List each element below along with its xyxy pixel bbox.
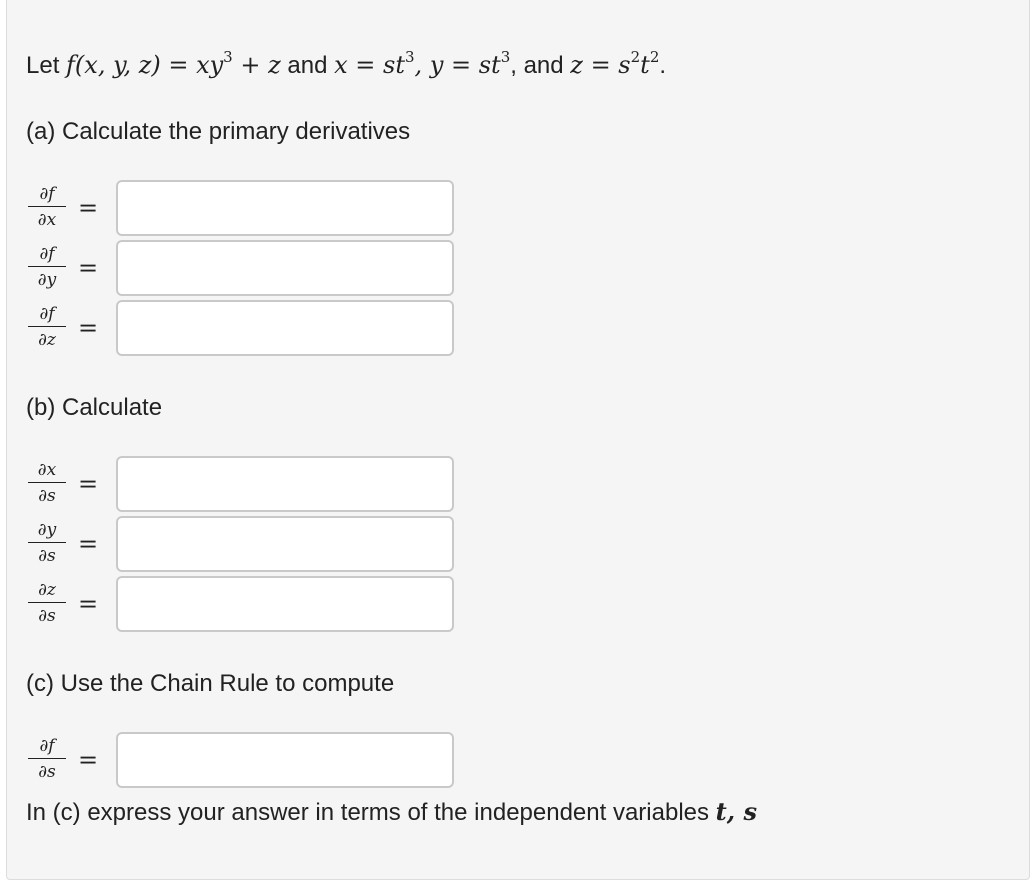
part-b-heading: (b) Calculate: [26, 394, 163, 421]
equals-sign: =: [78, 254, 99, 282]
part-c-heading: (c) Use the Chain Rule to compute: [26, 670, 395, 697]
equals-sign: =: [78, 194, 99, 222]
part-c-note: In (c) express your answer in terms of the independent variables t, s: [26, 797, 757, 826]
fraction-df-dy: ∂f ∂y: [28, 243, 66, 293]
equals-sign: =: [78, 470, 99, 498]
fraction-dx-ds: ∂x ∂s: [28, 459, 66, 509]
equals-sign: =: [78, 530, 99, 558]
fraction-dy-ds: ∂y ∂s: [28, 519, 66, 569]
fraction-df-dx: ∂f ∂x: [28, 183, 66, 233]
period: .: [659, 52, 667, 79]
fraction-df-dz: ∂f ∂z: [28, 303, 66, 353]
let-word: Let: [26, 52, 67, 79]
x-definition: $x = st^3$: [334, 48, 415, 79]
separator: ,: [414, 51, 430, 79]
equals-sign: =: [78, 746, 99, 774]
and-word: and: [280, 52, 335, 79]
equals-sign: =: [78, 314, 99, 342]
independent-variables: t, s: [715, 797, 757, 826]
answer-input-df-ds[interactable]: [116, 732, 454, 788]
answer-input-df-dx[interactable]: [116, 180, 454, 236]
equals-sign: =: [78, 590, 99, 618]
problem-statement: [26, 50, 666, 81]
fraction-df-ds: ∂f ∂s: [28, 735, 66, 785]
z-definition: $z = s^2t^2$: [570, 48, 660, 79]
part-a-heading: (a) Calculate the primary derivatives: [26, 118, 411, 145]
answer-input-df-dz[interactable]: [116, 300, 454, 356]
y-definition: $y = st^3$: [429, 48, 511, 79]
answer-input-dy-ds[interactable]: [116, 516, 454, 572]
answer-input-df-dy[interactable]: [116, 240, 454, 296]
and-word: , and: [510, 52, 571, 79]
answer-input-dz-ds[interactable]: [116, 576, 454, 632]
function-definition: f(x, y, $z) = xy^3 + z$: [66, 48, 281, 79]
answer-input-dx-ds[interactable]: [116, 456, 454, 512]
fraction-dz-ds: ∂z ∂s: [28, 579, 66, 629]
